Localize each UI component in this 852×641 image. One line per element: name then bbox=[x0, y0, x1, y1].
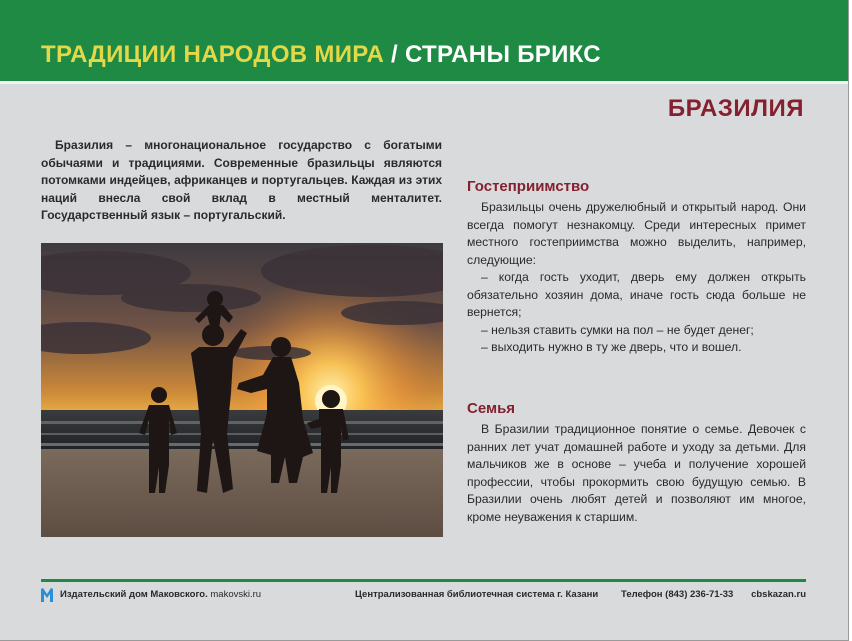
header-title-brics: СТРАНЫ БРИКС bbox=[404, 41, 601, 68]
photo-illustration bbox=[41, 243, 443, 537]
library-site-link[interactable]: cbskazan.ru bbox=[751, 589, 806, 600]
hospitality-paragraph: Бразильцы очень дружелюбный и открытый народ. Они всегда помогут незнакомцу. Среди интересных примет местного гостеприимства можно выделить, например, следующие: bbox=[467, 200, 806, 267]
publisher-site-link[interactable]: makovski.ru bbox=[210, 589, 262, 600]
publisher-name: Издательский дом Маковского. bbox=[60, 589, 208, 600]
footer-divider bbox=[41, 579, 806, 582]
header-title-traditions: ТРАДИЦИИ НАРОДОВ МИРА bbox=[41, 41, 385, 68]
publisher-credit bbox=[60, 589, 261, 600]
family-sunset-photo bbox=[41, 243, 443, 537]
country-title: БРАЗИЛИЯ bbox=[667, 95, 804, 122]
family-paragraph: В Бразилии традиционное понятие о семье. Девочек с ранних лет учат домашней работе и уходу за детьми. Для мальчиков же в основе – учеба и получение хорошей профессии, чтобы прокормить свою будущую семью. В Бразилии очень любят детей и позволяют им многое, кроме неуважения к старшим. bbox=[467, 422, 806, 524]
phone-number: Телефон (843) 236-71-33 bbox=[621, 589, 734, 600]
hospitality-list-item: – нельзя ставить сумки на пол – не будет денег; bbox=[481, 322, 754, 337]
hospitality-list-item: – когда гость уходит, дверь ему должен открыть обязательно хозяин дома, иначе гость сюда больше не вернется; bbox=[467, 270, 806, 319]
header-banner bbox=[0, 0, 848, 84]
m-logo-icon bbox=[41, 588, 53, 602]
footer bbox=[41, 587, 806, 605]
intro-paragraph: Бразилия – многонациональное государство с богатыми обычаями и традициями. Современные бразильцы являются потомками индейцев, африканцев и португальцев. Каждая из этих наций внесла свой вклад в местный менталитет. Государственный язык – португальский. bbox=[41, 138, 442, 222]
header-title bbox=[41, 41, 601, 69]
library-name: Централизованная библиотечная система г. Казани bbox=[355, 589, 599, 600]
family-title: Семья bbox=[467, 400, 516, 417]
hospitality-list-item: – выходить нужно в ту же дверь, что и вошел. bbox=[481, 340, 742, 354]
hospitality-section bbox=[467, 178, 806, 357]
family-section bbox=[467, 400, 806, 526]
hospitality-title: Гостеприимство bbox=[467, 178, 590, 195]
header-title-separator: / bbox=[384, 41, 405, 68]
